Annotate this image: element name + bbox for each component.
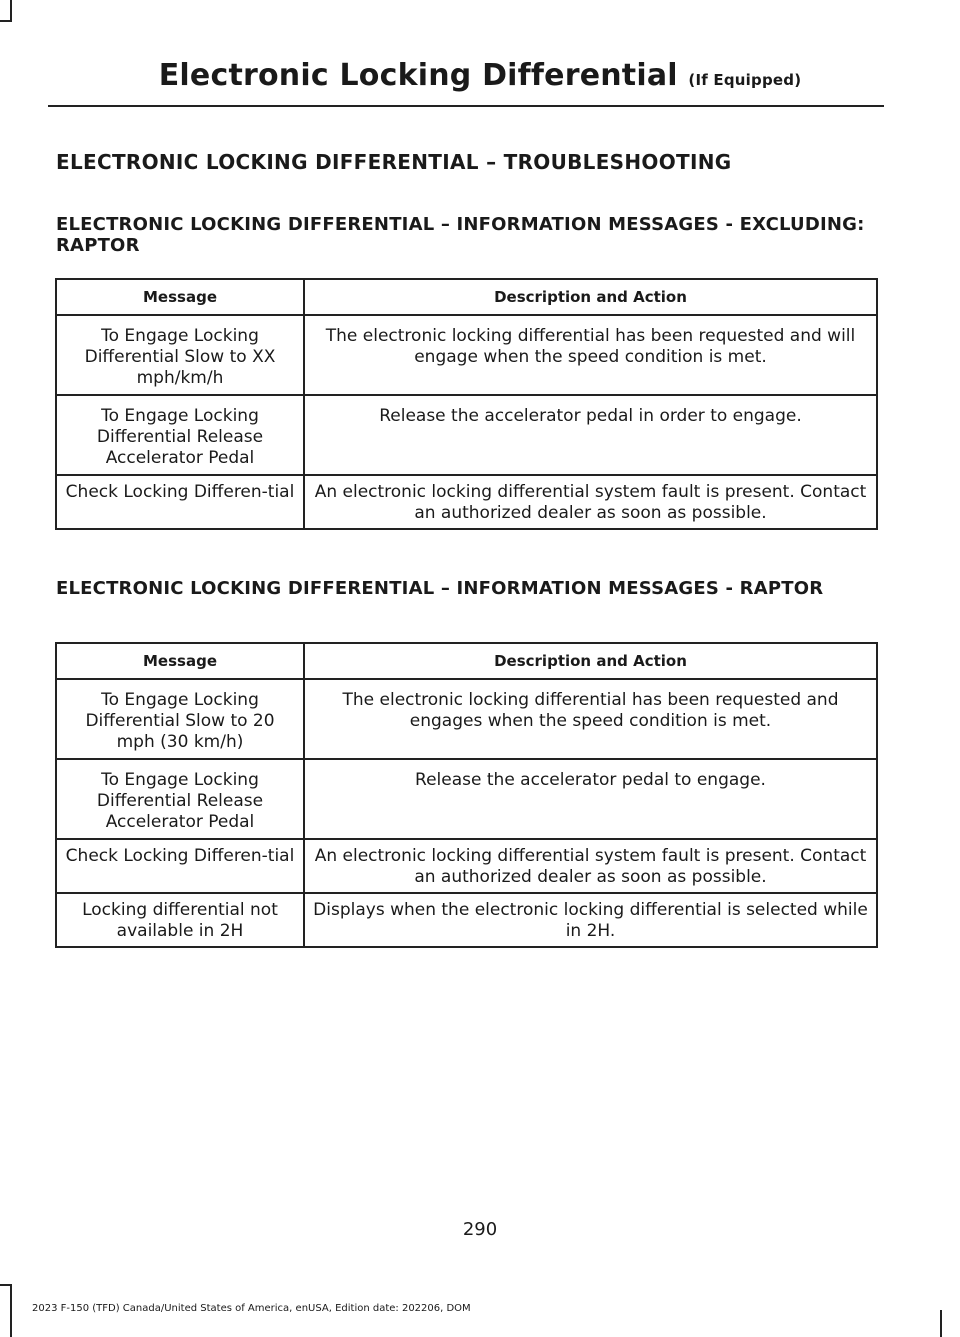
- table-row: [56, 395, 877, 475]
- message-cell: To Engage Locking Differential Release Accelerator Pedal: [56, 759, 304, 839]
- table-row: [56, 679, 877, 759]
- message-cell: Check Locking Differen-tial: [56, 839, 304, 893]
- table-row: [56, 315, 877, 395]
- crop-mark: [940, 1310, 942, 1337]
- section-heading: ELECTRONIC LOCKING DIFFERENTIAL – INFORMATION MESSAGES - RAPTOR: [56, 578, 824, 599]
- messages-table-raptor: [55, 642, 878, 948]
- message-cell: To Engage Locking Differential Slow to 20 mph (30 km/h): [56, 679, 304, 759]
- crop-mark: [0, 20, 12, 22]
- messages-table-excluding-raptor: [55, 278, 878, 530]
- table-row: [56, 839, 877, 893]
- description-cell: Release the accelerator pedal to engage.: [304, 759, 877, 839]
- crop-mark: [0, 1284, 12, 1286]
- message-cell: Check Locking Differen-tial: [56, 475, 304, 529]
- footer-edition-info: 2023 F-150 (TFD) Canada/United States of America, enUSA, Edition date: 202206, DOM: [32, 1303, 471, 1314]
- description-cell: Release the accelerator pedal in order to engage.: [304, 395, 877, 475]
- message-cell: Locking differential not available in 2H: [56, 893, 304, 947]
- column-header: Description and Action: [304, 279, 877, 315]
- table-row: [56, 475, 877, 529]
- description-cell: The electronic locking differential has been requested and engages when the speed condition is met.: [304, 679, 877, 759]
- table-header-row: [56, 279, 877, 315]
- column-header: Description and Action: [304, 643, 877, 679]
- description-cell: The electronic locking differential has been requested and will engage when the speed condition is met.: [304, 315, 877, 395]
- page-number: 290: [462, 1219, 498, 1240]
- header-subtitle: (If Equipped): [688, 71, 802, 89]
- crop-mark: [10, 0, 12, 20]
- crop-mark: [10, 1284, 12, 1337]
- header-title: Electronic Locking Differential: [158, 58, 678, 93]
- table-row: [56, 759, 877, 839]
- message-cell: To Engage Locking Differential Slow to XX mph/km/h: [56, 315, 304, 395]
- header-divider: [48, 105, 884, 107]
- message-cell: To Engage Locking Differential Release Accelerator Pedal: [56, 395, 304, 475]
- column-header: Message: [56, 279, 304, 315]
- table-row: [56, 893, 877, 947]
- description-cell: Displays when the electronic locking differential is selected while in 2H.: [304, 893, 877, 947]
- description-cell: An electronic locking differential system fault is present. Contact an authorized dealer as soon as possible.: [304, 839, 877, 893]
- description-cell: An electronic locking differential system fault is present. Contact an authorized dealer as soon as possible.: [304, 475, 877, 529]
- main-heading: ELECTRONIC LOCKING DIFFERENTIAL – TROUBLESHOOTING: [56, 150, 732, 174]
- table-header-row: [56, 643, 877, 679]
- section-heading: ELECTRONIC LOCKING DIFFERENTIAL – INFORMATION MESSAGES - EXCLUDING: RAPTOR: [56, 214, 865, 256]
- column-header: Message: [56, 643, 304, 679]
- page-header: [0, 58, 960, 93]
